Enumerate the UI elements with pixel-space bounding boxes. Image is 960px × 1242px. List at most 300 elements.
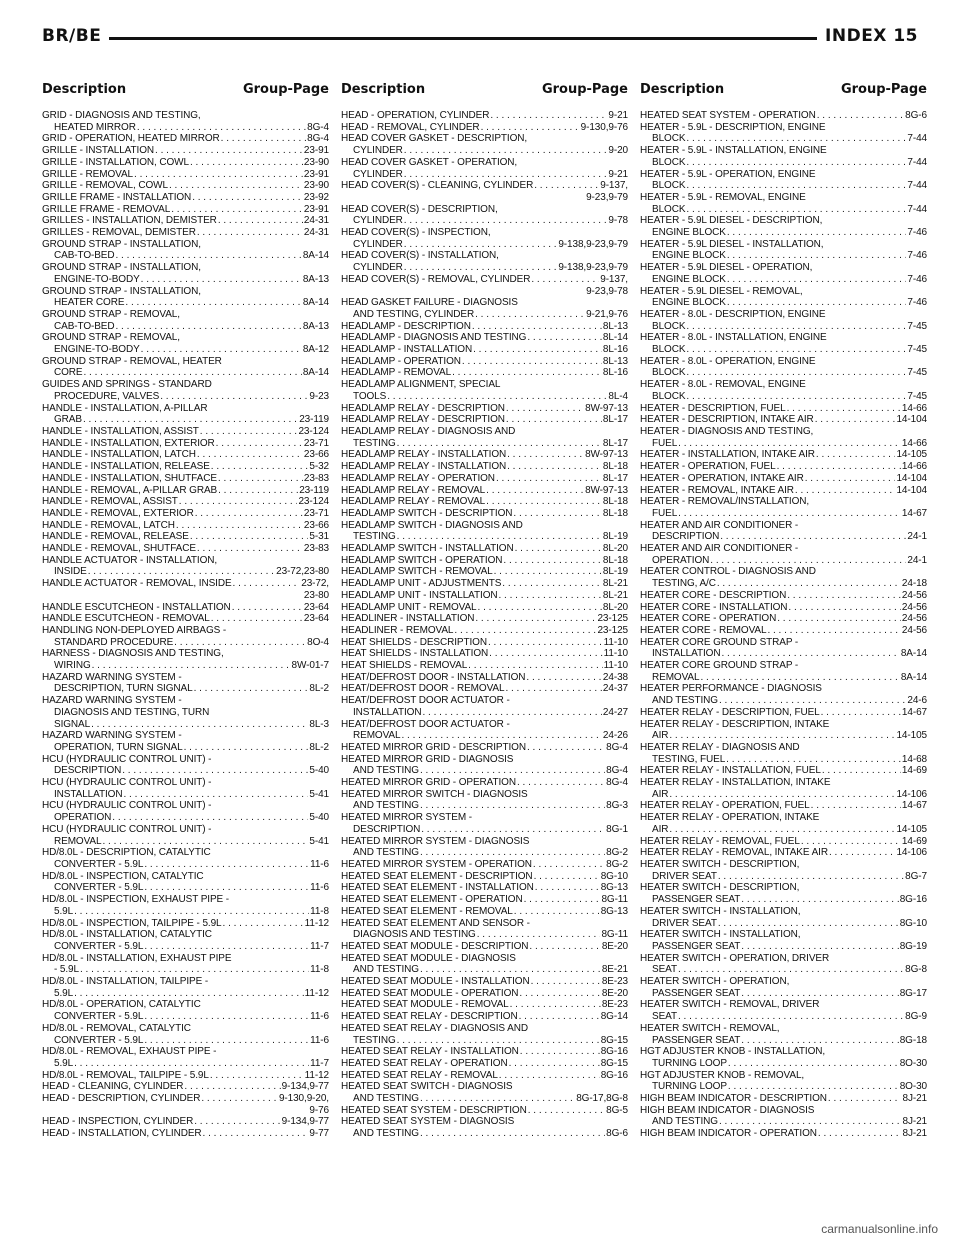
entry-text: REMOVAL (54, 835, 102, 847)
dot-leader (527, 332, 602, 344)
dot-leader (727, 274, 907, 286)
group-page-ref: 8O-30 (899, 1081, 927, 1093)
dot-leader (829, 847, 896, 859)
entry-text: HEATER SWITCH - REMOVAL, (640, 1022, 780, 1034)
dot-leader (83, 414, 298, 426)
index-entry (640, 660, 927, 683)
index-entry (42, 1070, 329, 1082)
entry-text: HEATED MIRROR (54, 121, 136, 133)
group-page-ref: 11-8 (310, 905, 329, 917)
entry-text: CONVERTER - 5.9L (54, 859, 144, 870)
index-entry (341, 344, 628, 356)
group-page-ref: 14-67 (901, 706, 927, 718)
group-page-ref: 24-6 (907, 695, 927, 707)
group-page-ref: 24-26 (602, 730, 628, 742)
index-entry (341, 999, 628, 1011)
entry-text: HEAD COVER(S) - DESCRIPTION, (341, 203, 498, 215)
group-page-ref: 8G-11 (601, 894, 628, 906)
dot-leader (533, 859, 605, 871)
entry-text: HEATER CORE GROUND STRAP - (640, 636, 799, 648)
group-page-ref: 8G-2 (606, 847, 628, 859)
dot-leader (233, 578, 301, 590)
group-page-ref: 8O-30 (899, 1057, 927, 1069)
entry-text: HEATER RELAY - DIAGNOSIS AND (640, 741, 800, 753)
entry-text: HEATED SEAT ELEMENT AND SENSOR - (341, 917, 530, 929)
group-page-ref: 14-66 (901, 437, 927, 449)
entry-text: HEATER - INSTALLATION, INTAKE AIR (640, 449, 815, 461)
dot-leader (811, 800, 901, 812)
index-entry (341, 777, 628, 789)
index-entry (341, 941, 628, 953)
entry-text: HEATER - 5.9L - DESCRIPTION, ENGINE (640, 121, 826, 133)
group-page-ref: 8L-17 (602, 414, 628, 426)
entry-text: GROUND STRAP - REMOVAL, HEATER (42, 355, 222, 367)
dot-leader (452, 367, 602, 379)
index-entry (640, 449, 927, 461)
dot-leader (795, 485, 896, 497)
index-entry (341, 367, 628, 379)
index-entry (341, 683, 628, 695)
entry-text: HEADLAMP SWITCH - DESCRIPTION (341, 507, 513, 519)
index-entry (640, 707, 927, 719)
dot-leader (171, 204, 303, 216)
entry-text: HEATED SEAT ELEMENT - DESCRIPTION (341, 870, 533, 882)
index-entry (640, 602, 927, 614)
column-header-description: Description (341, 82, 426, 97)
dot-leader (174, 637, 306, 649)
index-entry (341, 356, 628, 368)
dot-leader (478, 602, 602, 614)
dot-leader (686, 367, 906, 379)
entry-text: HEATED SEAT SYSTEM - DIAGNOSIS (341, 1116, 515, 1128)
group-page-ref: 24-56 (901, 613, 927, 625)
dot-leader (700, 672, 899, 684)
group-page-ref-continued: 9-23,9-78 (586, 285, 628, 297)
entry-text: HEATER SWITCH - INSTALLATION, (640, 929, 801, 941)
group-page-ref: 8A-14 (302, 297, 329, 309)
entry-text: HEADLINER - REMOVAL (341, 624, 454, 636)
group-page-ref: 23-83 (303, 543, 329, 555)
index-entry (341, 1070, 628, 1082)
entry-text: HEAT/DEFROST DOOR ACTUATOR - (341, 695, 510, 707)
dot-leader (144, 882, 309, 894)
index-entry (341, 894, 628, 906)
index-entry (42, 286, 329, 309)
group-page-ref: 9-138,9-23,9-79 (558, 238, 628, 250)
index-entry (640, 485, 927, 497)
group-page-ref: 8G-6 (606, 1128, 628, 1140)
entry-text: TESTING (353, 531, 396, 543)
group-page-ref: 23-71 (303, 507, 329, 519)
group-page-ref: 8L-2 (309, 683, 329, 695)
index-entry (341, 332, 628, 344)
group-page-ref-continued: 9-23,9-79 (586, 191, 628, 203)
group-page-ref: 8E-20 (601, 987, 628, 999)
group-page-ref: 23-64 (303, 601, 329, 613)
entry-text: HEAD GASKET FAILURE - DIAGNOSIS (341, 297, 518, 309)
entry-text: PASSENGER SEAT (652, 940, 741, 952)
index-entry (42, 461, 329, 473)
group-page-ref: 14-67 (901, 800, 927, 812)
dot-leader (203, 1128, 309, 1140)
entry-text: 5.9L (54, 905, 74, 917)
group-page-ref: 8L-18 (602, 554, 628, 566)
entry-text: HEATED SEAT MODULE - OPERATION (341, 987, 519, 999)
group-page-ref: 9-130,9-76 (580, 121, 628, 133)
index-entry (42, 754, 329, 777)
dot-leader (141, 344, 302, 356)
index-entry (640, 1093, 927, 1105)
entry-text: HEATER SWITCH - DESCRIPTION, (640, 859, 800, 870)
entry-text: HEATED SEAT RELAY - DIAGNOSIS AND (341, 1022, 528, 1034)
index-entry (640, 473, 927, 485)
group-page-ref: 8L-2 (309, 741, 329, 753)
entry-text: GRILLES - REMOVAL, DEMISTER (42, 227, 196, 239)
index-entry (42, 824, 329, 847)
dot-leader (201, 1093, 278, 1105)
index-entry (42, 262, 329, 285)
entry-text: HEATED SEAT MODULE - DIAGNOSIS (341, 952, 516, 964)
group-page-ref: 11-6 (310, 1011, 329, 1023)
group-page-ref: 7-46 (907, 250, 927, 262)
dot-leader (475, 613, 596, 625)
index-entry (42, 777, 329, 800)
dot-leader (155, 145, 303, 157)
dot-leader (116, 321, 302, 333)
dot-leader (686, 157, 906, 169)
group-page-ref: 8G-3 (606, 800, 628, 812)
entry-text: HCU (HYDRAULIC CONTROL UNIT) - (42, 823, 212, 835)
entry-text: HEADLAMP RELAY - DIAGNOSIS AND (341, 425, 516, 437)
dot-leader (210, 1070, 304, 1082)
group-page-ref: 8G-4 (606, 777, 628, 789)
entry-text: GRILLE FRAME - REMOVAL (42, 203, 171, 215)
entry-text: HEATED MIRROR GRID - DESCRIPTION (341, 741, 526, 753)
entry-text: BLOCK (652, 133, 686, 145)
group-page-ref: 11-6 (310, 859, 329, 870)
dot-leader (494, 566, 602, 578)
dot-leader (194, 1116, 280, 1128)
group-page-ref: 14-67 (901, 507, 927, 519)
entry-text: HD/8.0L - INSTALLATION, CATALYTIC (42, 929, 212, 941)
group-page-ref: 23-91 (303, 145, 329, 157)
group-page-ref: 7-44 (907, 156, 927, 168)
group-page-ref: 8G-5 (606, 1104, 628, 1116)
entry-text: HANDLE - REMOVAL, RELEASE (42, 531, 189, 543)
entry-text: GRILLE - INSTALLATION, COWL (42, 156, 189, 168)
index-entry (341, 379, 628, 402)
group-page-ref: 9-130,9-20, (278, 1093, 329, 1105)
dot-leader (727, 297, 907, 309)
entry-text: BLOCK (652, 367, 686, 379)
group-page-ref: 24-18 (901, 578, 927, 590)
group-page-ref: 7-45 (907, 390, 927, 402)
page-header (42, 14, 918, 46)
index-entry (42, 602, 329, 614)
index-entry (341, 414, 628, 426)
dot-leader (719, 695, 906, 707)
index-entry (42, 695, 329, 730)
dot-leader (816, 449, 896, 461)
group-page-ref: 11-12 (304, 1069, 329, 1081)
entry-text: HEATER - DIAGNOSIS AND TESTING, (640, 425, 814, 437)
entry-text: HEATER RELAY - REMOVAL, FUEL (640, 835, 800, 847)
entry-text: HEAD - CLEANING, CYLINDER (42, 1081, 184, 1093)
group-page-ref: 9-134,9-77 (281, 1116, 329, 1128)
dot-leader (728, 1058, 899, 1070)
dot-leader (422, 707, 601, 719)
entry-text: HEATER - 8.0L - REMOVAL, ENGINE (640, 379, 806, 391)
index-entry (42, 239, 329, 262)
entry-text: HANDLE ESCUTCHEON - INSTALLATION (42, 601, 231, 613)
index-entry (42, 496, 329, 508)
entry-text: HEADLAMP RELAY - INSTALLATION (341, 449, 507, 461)
entry-text: HD/8.0L - INSPECTION, EXHAUST PIPE - (42, 894, 230, 906)
dot-leader (817, 110, 904, 122)
group-page-ref: 9-78 (608, 215, 628, 227)
group-page-ref: 23-119 (299, 484, 329, 496)
entry-text: HEAD COVER(S) - CLEANING, CYLINDER (341, 180, 534, 192)
index-entry (42, 1093, 329, 1116)
dot-leader (669, 824, 895, 836)
index-entry (640, 800, 927, 812)
group-page-ref: 23-124 (298, 425, 329, 437)
entry-text: AND TESTING, CYLINDER (353, 308, 475, 320)
dot-leader (216, 438, 303, 450)
index-entry (341, 321, 628, 333)
entry-text: GROUND STRAP - INSTALLATION, (42, 262, 201, 274)
index-entry (640, 683, 927, 706)
entry-text: AIR (652, 823, 669, 835)
entry-text: HANDLE - REMOVAL, EXTERIOR (42, 507, 194, 519)
entry-text: HEADLAMP - OPERATION (341, 355, 461, 367)
group-page-ref: 8G-7 (905, 870, 927, 882)
group-page-ref: 8A-14 (302, 250, 329, 262)
index-entry (640, 859, 927, 882)
group-page-ref: 8A-12 (302, 344, 329, 356)
index-entry (341, 719, 628, 742)
entry-text: AIR (652, 730, 669, 742)
entry-text: 5.9L (54, 987, 74, 999)
group-page-ref: 14-69 (901, 835, 927, 847)
entry-text: HEAD - INSPECTION, CYLINDER (42, 1116, 194, 1128)
index-entry (341, 882, 628, 894)
entry-text: HEATED MIRROR SWITCH - DIAGNOSIS (341, 788, 528, 800)
index-entry (341, 157, 628, 180)
dot-leader (218, 485, 298, 497)
index-entry (341, 485, 628, 497)
dot-leader (91, 719, 308, 731)
dot-leader (529, 941, 600, 953)
group-page-ref: 7-46 (907, 227, 927, 239)
entry-text: INSTALLATION (54, 788, 123, 800)
entry-text: HEATER RELAY - OPERATION, INTAKE (640, 812, 820, 824)
entry-text: HEADLAMP RELAY - INSTALLATION (341, 461, 507, 473)
dot-leader (818, 1128, 902, 1140)
dot-leader (514, 906, 600, 918)
entry-text: HEATER SWITCH - REMOVAL, DRIVER (640, 999, 820, 1011)
entry-text: HEADLAMP SWITCH - INSTALLATION (341, 543, 514, 555)
group-page-ref: 24-38 (602, 671, 628, 683)
index-entry (42, 473, 329, 485)
index-entry (341, 473, 628, 485)
group-page-ref: 8G-15 (600, 1034, 628, 1046)
group-page-ref: 5-32 (309, 461, 329, 473)
dot-leader (822, 765, 901, 777)
dot-leader (678, 438, 901, 450)
entry-text: DESCRIPTION (652, 531, 720, 543)
dot-leader (223, 918, 304, 930)
entry-text: HEATED MIRROR SYSTEM - OPERATION (341, 859, 532, 870)
group-page-ref: 8L-19 (602, 566, 628, 578)
entry-text: INSIDE (54, 566, 87, 578)
group-page-ref: 8G-4 (307, 121, 329, 133)
entry-text: HEADLAMP RELAY - REMOVAL (341, 484, 486, 496)
group-page-ref: 8L-20 (602, 601, 628, 613)
index-entry (341, 180, 628, 203)
index-entry (341, 859, 628, 871)
entry-text: REMOVAL (353, 730, 401, 742)
entry-text: HEATER CORE - INSTALLATION (640, 601, 788, 613)
index-entry (640, 403, 927, 415)
dot-leader (92, 660, 291, 672)
entry-text: CONVERTER - 5.9L (54, 1011, 144, 1023)
group-page-ref: 8A-13 (302, 320, 329, 332)
dot-leader (387, 391, 607, 403)
index-entry (640, 1046, 927, 1069)
index-entry (42, 379, 329, 402)
group-page-ref: 5-41 (309, 788, 329, 800)
dot-leader (686, 321, 906, 333)
entry-text: BLOCK (652, 344, 686, 356)
dot-leader (125, 297, 301, 309)
entry-text: HANDLE - INSTALLATION, ASSIST (42, 425, 199, 437)
index-entry (640, 882, 927, 905)
group-page-ref: 24-37 (602, 683, 628, 695)
dot-leader (74, 906, 309, 918)
entry-text: HEATED SEAT RELAY - INSTALLATION (341, 1046, 519, 1058)
dot-leader (805, 473, 896, 485)
group-page-ref: 23-124 (298, 496, 329, 508)
dot-leader (726, 754, 901, 766)
index-entry (640, 356, 927, 379)
column-header-group-page: Group-Page (840, 82, 927, 97)
entry-text: GRID - OPERATION, HEATED MIRROR (42, 133, 220, 145)
dot-leader (420, 1093, 575, 1105)
group-page-ref: 8G-16 (600, 1069, 628, 1081)
column-headers (42, 82, 927, 104)
entry-text: AND TESTING (652, 695, 718, 707)
entry-text: HCU (HYDRAULIC CONTROL UNIT) - (42, 800, 212, 812)
group-page-ref: 14-105 (896, 730, 927, 742)
index-entry (341, 227, 628, 250)
group-page-ref: 8G-13 (600, 882, 628, 894)
entry-text: - 5.9L (54, 964, 79, 976)
index-entry (640, 461, 927, 473)
dot-leader (197, 543, 303, 555)
entry-text: HD/8.0L - INSPECTION, TAILPIPE - 5.9L (42, 917, 222, 929)
entry-text: GRILLE FRAME - INSTALLATION (42, 191, 192, 203)
dot-leader (767, 625, 900, 637)
index-entry (640, 192, 927, 215)
column-header-1 (42, 82, 329, 104)
dot-leader (777, 461, 901, 473)
entry-text: BLOCK (652, 320, 686, 332)
index-entry (640, 637, 927, 660)
dot-leader (528, 1105, 605, 1117)
group-page-ref: 9-21 (608, 168, 628, 180)
entry-text: CYLINDER (353, 238, 403, 250)
entry-text: HEATER - OPERATION, FUEL (640, 461, 776, 473)
dot-leader (741, 1035, 898, 1047)
index-entry (341, 988, 628, 1000)
dot-leader (669, 730, 895, 742)
index-entry (42, 1023, 329, 1046)
entry-text: HD/8.0L - OPERATION, CATALYTIC (42, 999, 201, 1011)
entry-text: HEATED SEAT ELEMENT - REMOVAL (341, 905, 513, 917)
group-page-ref: 24-1 (907, 554, 927, 566)
group-page-ref: 9-23 (309, 390, 329, 402)
dot-leader (190, 531, 309, 543)
entry-text: HEAD COVER(S) - INSTALLATION, (341, 250, 499, 262)
index-entry (341, 1105, 628, 1117)
index-entry (42, 227, 329, 239)
entry-text: HANDLE - REMOVAL, LATCH (42, 519, 175, 531)
index-entry (640, 543, 927, 566)
entry-text: HEAD - OPERATION, CYLINDER (341, 110, 490, 121)
dot-leader (137, 122, 306, 134)
entry-text: HEATER RELAY - REMOVAL, INTAKE AIR (640, 847, 828, 859)
dot-leader (112, 812, 308, 824)
group-page-ref: 8G-16 (899, 894, 927, 906)
index-entry (42, 438, 329, 450)
dot-leader (686, 133, 906, 145)
index-entry (640, 520, 927, 543)
dot-leader (717, 578, 901, 590)
index-entry (341, 590, 628, 602)
entry-text: HEATER RELAY - INSTALLATION, FUEL (640, 765, 821, 777)
entry-text: HANDLE ESCUTCHEON - REMOVAL (42, 613, 210, 625)
dot-leader (468, 660, 602, 672)
dot-leader (102, 836, 308, 848)
entry-text: CYLINDER (353, 215, 403, 227)
group-page-ref: 8A-13 (302, 273, 329, 285)
entry-text: ENGINE BLOCK (652, 250, 726, 262)
entry-text: HD/8.0L - DESCRIPTION, CATALYTIC (42, 847, 211, 859)
group-page-ref: 8L-16 (602, 344, 628, 356)
entry-text: HEAD COVER(S) - INSPECTION, (341, 227, 491, 239)
index-entry (42, 578, 329, 601)
entry-text: BLOCK (652, 203, 686, 215)
index-entry (42, 672, 329, 695)
group-page-ref: 8G-4 (606, 741, 628, 753)
entry-text: HAZARD WARNING SYSTEM - (42, 730, 182, 742)
dot-leader (741, 988, 898, 1000)
dot-leader (815, 414, 896, 426)
entry-text: HEAT/DEFROST DOOR ACTUATOR - (341, 718, 510, 730)
dot-leader (397, 531, 602, 543)
group-page-ref: 7-44 (907, 180, 927, 192)
entry-text: HD/8.0L - INSPECTION, CATALYTIC (42, 870, 204, 882)
dot-leader (828, 1093, 902, 1105)
group-page-ref: 24-56 (901, 601, 927, 613)
entry-text: HEATED MIRROR SYSTEM - DIAGNOSIS (341, 835, 530, 847)
dot-leader (123, 789, 308, 801)
watermark: carmanualsonline.info (821, 1222, 938, 1236)
group-page-ref: 8L-18 (602, 507, 628, 519)
index-entry (42, 730, 329, 753)
group-page-ref: 8G-4 (606, 765, 628, 777)
